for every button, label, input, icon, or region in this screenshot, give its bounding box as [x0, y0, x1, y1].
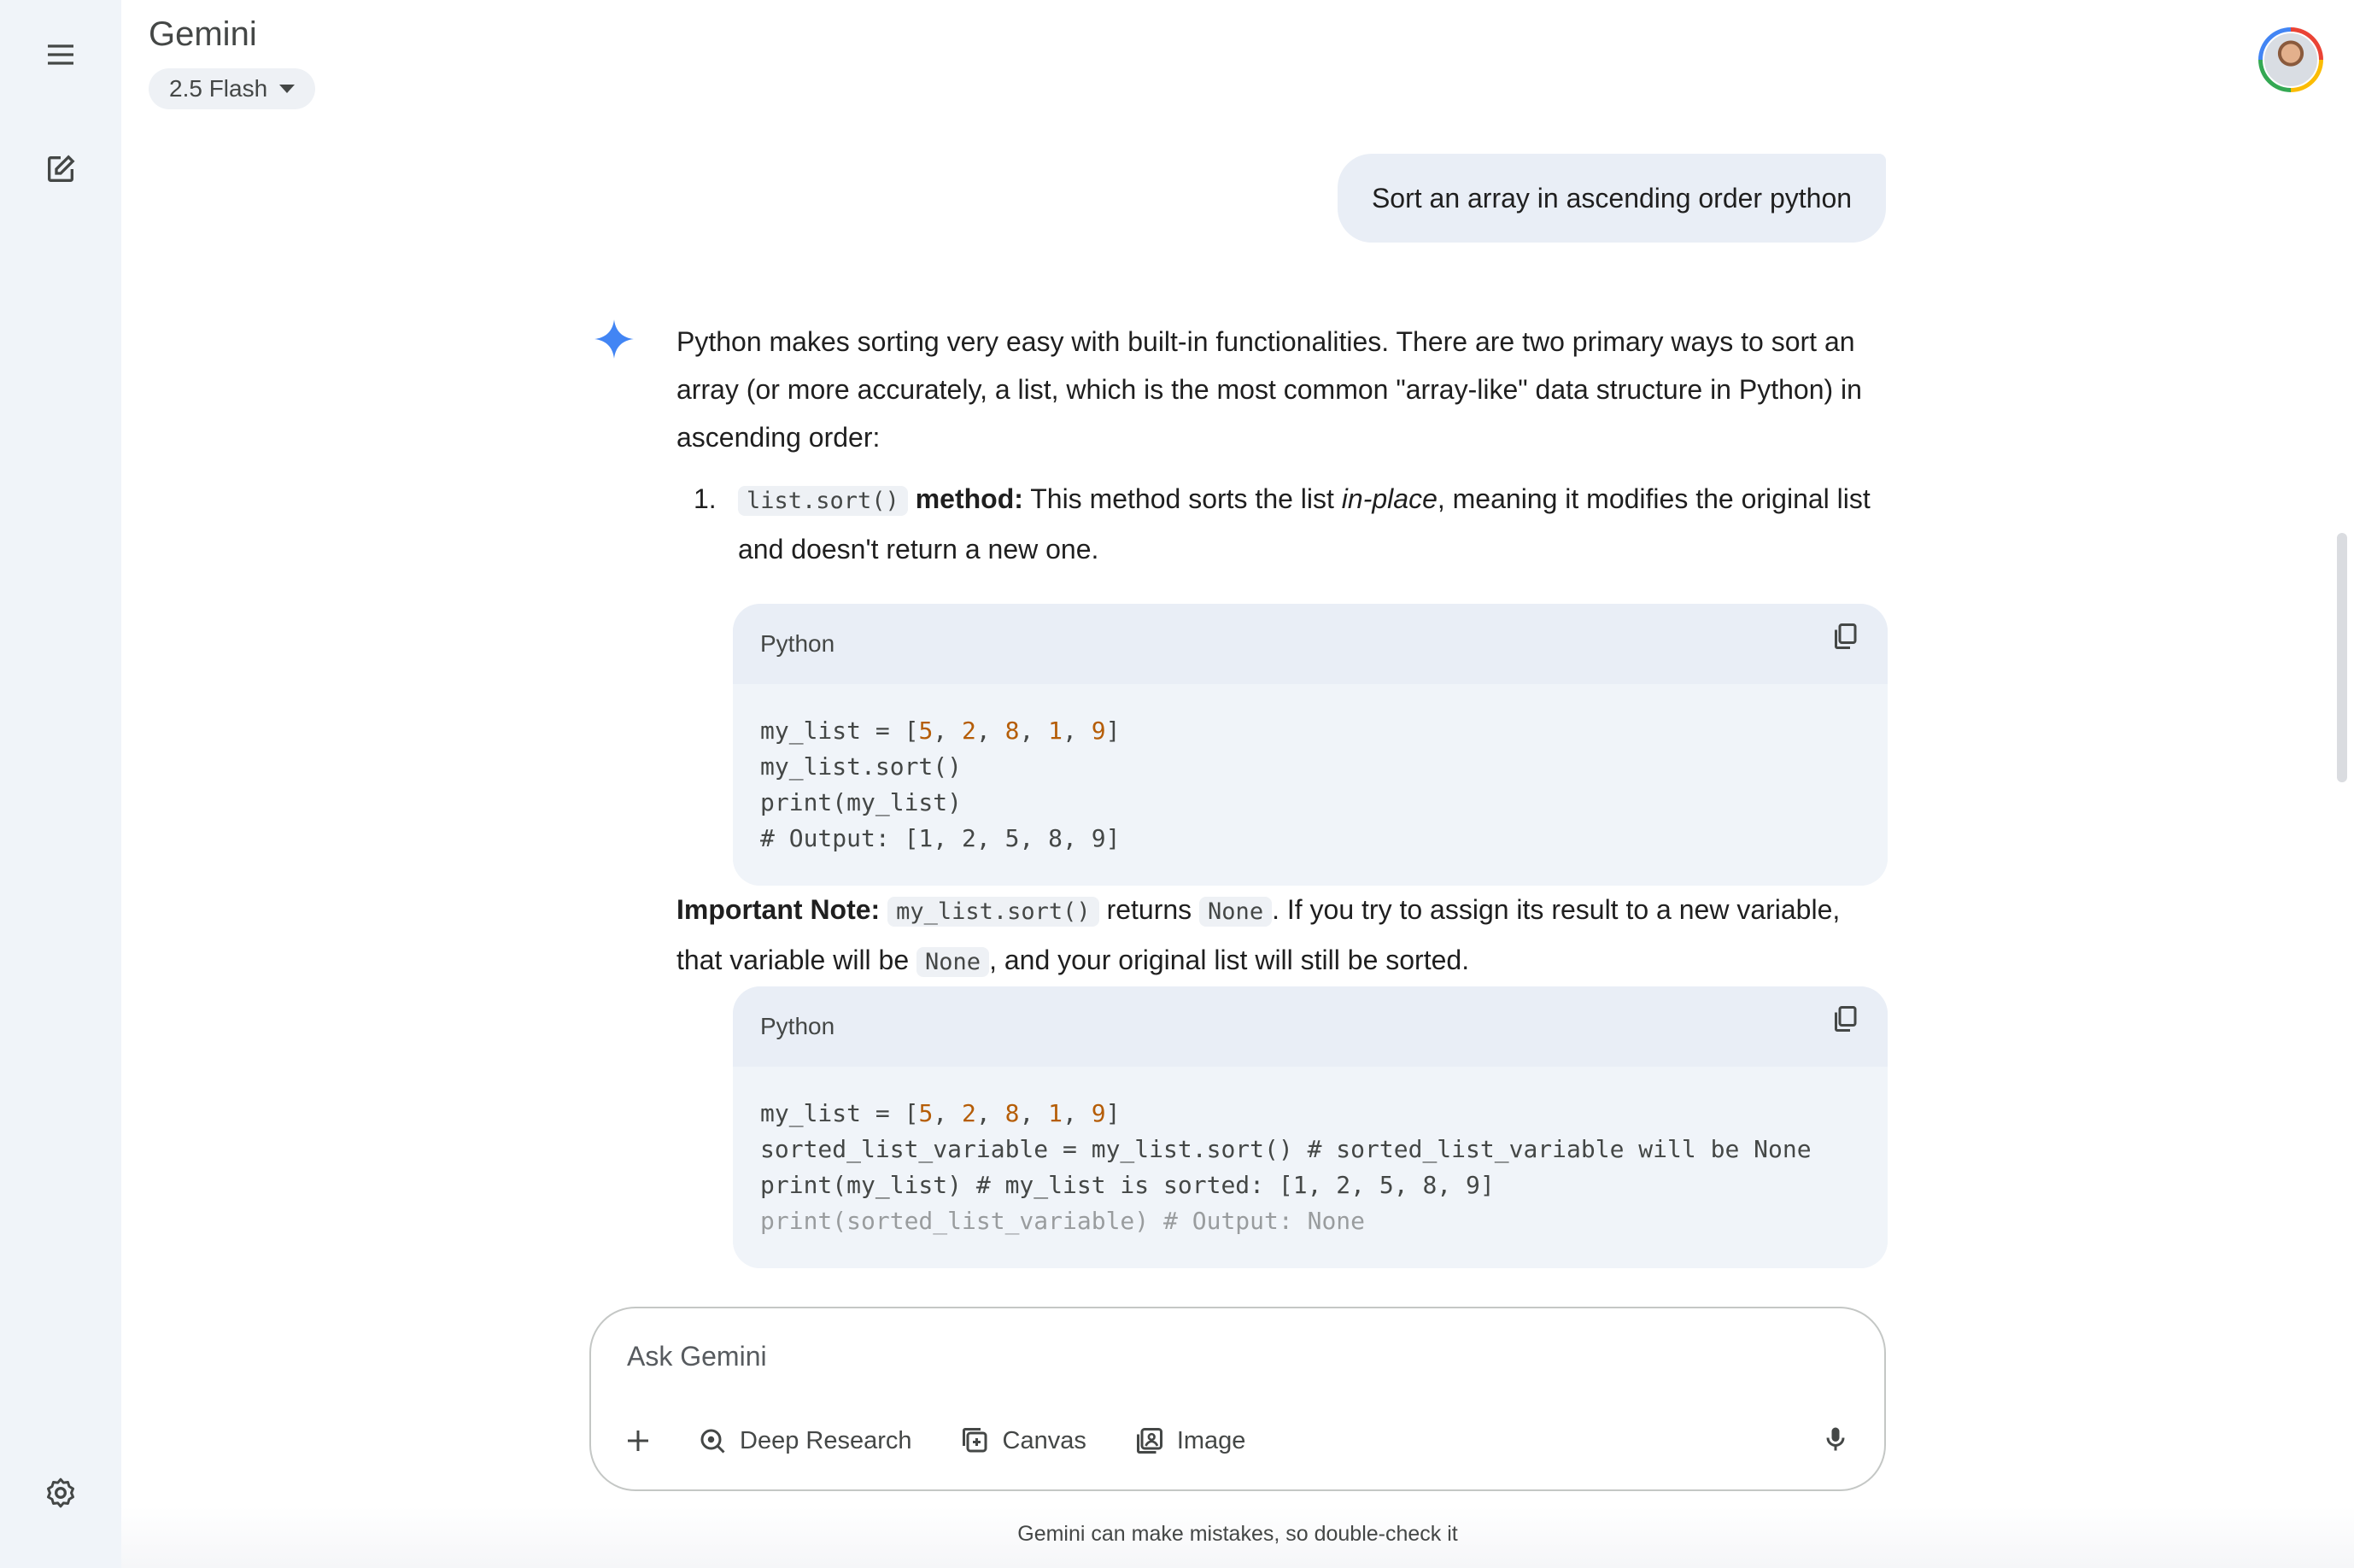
menu-button[interactable]	[30, 24, 91, 85]
bold-text: method:	[915, 483, 1023, 514]
app-title: Gemini	[149, 15, 257, 53]
composer-toolbar	[613, 1416, 1259, 1466]
item-text: , meaning it modifies the original list and doesn't return a new one.	[738, 483, 1871, 565]
note-text: , and your original list will still be sorted.	[989, 945, 1470, 975]
copy-code-button[interactable]	[1830, 1003, 1860, 1050]
deep-research-button[interactable]	[683, 1416, 926, 1466]
inline-code: list.sort()	[738, 486, 908, 516]
avatar-photo	[2263, 32, 2319, 88]
model-selector[interactable]	[149, 68, 315, 109]
code-line: print(my_list)	[760, 788, 963, 816]
note-label: Important Note:	[676, 894, 881, 925]
note-text: returns	[1106, 894, 1192, 925]
menu-icon	[44, 38, 78, 72]
image-label: Image	[1176, 1426, 1246, 1454]
important-note	[676, 886, 1889, 986]
list-item	[676, 475, 1889, 573]
copy-icon	[1830, 1003, 1860, 1034]
gear-icon	[44, 1476, 78, 1510]
inline-code: None	[916, 947, 989, 977]
code-block	[733, 986, 1888, 1268]
model-response	[676, 318, 1889, 1268]
canvas-icon	[960, 1425, 991, 1456]
edit-icon	[44, 152, 78, 186]
code-line: my_list = [5, 2, 8, 1, 9]	[760, 1099, 1121, 1127]
code-block	[733, 604, 1888, 886]
deep-research-icon	[697, 1425, 728, 1456]
gemini-spark-icon	[593, 318, 635, 360]
copy-code-button[interactable]	[1830, 620, 1860, 668]
microphone-icon	[1820, 1424, 1851, 1454]
response-intro: Python makes sorting very easy with built-in functionalities. There are two primary ways to sort an array (or more accurately, a list, which is the most common "array-like" data structure in Python) in ascending order:	[676, 326, 1862, 453]
image-button[interactable]	[1121, 1416, 1260, 1466]
add-attachment-button[interactable]	[613, 1416, 663, 1466]
scrollbar[interactable]	[2337, 533, 2347, 782]
note-text: . If you try to assign its result to a new variable, that variable will be	[676, 894, 1841, 975]
canvas-label: Canvas	[1002, 1426, 1086, 1454]
list-number: 1.	[694, 483, 717, 514]
deep-research-label: Deep Research	[740, 1426, 912, 1454]
user-message: Sort an array in ascending order python	[1338, 154, 1886, 243]
item-text: This method sorts the list	[1030, 483, 1334, 514]
code-line: print(my_list) # my_list is sorted: [1, 2, 5, 8, 9]	[760, 1171, 1495, 1199]
code-language: Python	[760, 1013, 835, 1039]
model-label: 2.5 Flash	[169, 75, 268, 102]
avatar[interactable]	[2258, 27, 2323, 92]
new-chat-button[interactable]	[30, 138, 91, 200]
code-body	[733, 684, 1888, 886]
sidebar	[0, 0, 121, 1568]
microphone-button[interactable]	[1811, 1414, 1860, 1464]
code-block-header	[733, 604, 1888, 684]
code-line: sorted_list_variable = my_list.sort() # sorted_list_variable will be None	[760, 1135, 1812, 1163]
image-icon	[1134, 1425, 1165, 1456]
inline-code: None	[1199, 897, 1272, 927]
code-line: my_list.sort()	[760, 752, 963, 781]
canvas-button[interactable]	[946, 1416, 1100, 1466]
code-language: Python	[760, 630, 835, 657]
disclaimer-text: Gemini can make mistakes, so double-check it	[1017, 1522, 1458, 1546]
code-line: my_list = [5, 2, 8, 1, 9]	[760, 717, 1121, 745]
code-body	[733, 1067, 1888, 1268]
code-line: # Output: [1, 2, 5, 8, 9]	[760, 824, 1121, 852]
inline-code: my_list.sort()	[887, 897, 1099, 927]
plus-icon	[623, 1425, 653, 1456]
emphasis-text: in-place	[1341, 483, 1438, 514]
prompt-composer	[589, 1307, 1886, 1491]
code-line: print(sorted_list_variable) # Output: None	[760, 1207, 1366, 1235]
settings-button[interactable]	[30, 1462, 91, 1524]
copy-icon	[1830, 621, 1860, 652]
caret-down-icon	[279, 85, 295, 93]
code-block-header	[733, 986, 1888, 1067]
prompt-input[interactable]	[625, 1334, 1824, 1378]
